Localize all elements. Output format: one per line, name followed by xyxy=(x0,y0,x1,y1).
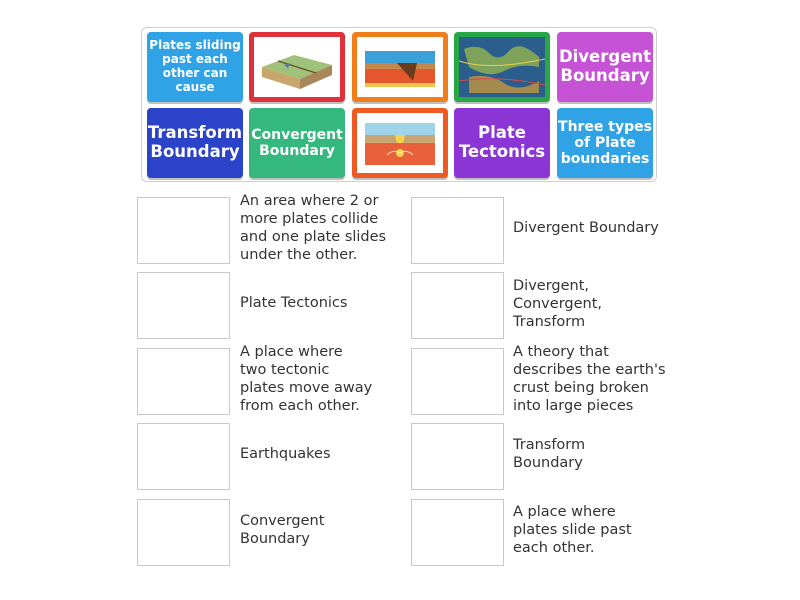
drop-slot[interactable] xyxy=(137,423,230,490)
clue-text: Divergent Boundary xyxy=(513,220,659,236)
tile-label: Plates sliding past each other can cause xyxy=(149,38,241,94)
drop-slot[interactable] xyxy=(411,423,504,490)
tile-map-image[interactable] xyxy=(454,32,550,102)
clue-text: Convergent Boundary xyxy=(240,513,325,547)
clue-text: Plate Tectonics xyxy=(240,295,348,311)
clue-text: A place where two tectonic plates move away from each other. xyxy=(240,344,373,414)
clue-text: A place where plates slide past each other. xyxy=(513,504,632,556)
tile-label: Transform Boundary xyxy=(147,123,243,161)
subduction-diagram-image xyxy=(357,37,443,97)
drop-slot[interactable] xyxy=(137,272,230,339)
tile-plates-sliding[interactable] xyxy=(147,32,243,102)
clue-text: Earthquakes xyxy=(240,446,331,462)
clue-text: Transform Boundary xyxy=(513,437,586,471)
drop-slot[interactable] xyxy=(137,499,230,566)
drop-slot[interactable] xyxy=(137,197,230,264)
drop-slot[interactable] xyxy=(411,272,504,339)
tile-plate-tectonics[interactable] xyxy=(454,108,550,178)
clue-text: An area where 2 or more plates collide and one plate slides under the other. xyxy=(240,193,387,263)
clue-text: Divergent, Convergent, Transform xyxy=(513,278,603,330)
drop-slot[interactable] xyxy=(411,197,504,264)
plate-map-image xyxy=(459,37,545,97)
transform-boundary-diagram-image xyxy=(254,37,340,97)
tile-label: Three types of Plate boundaries xyxy=(558,118,652,168)
tile-transform-image[interactable] xyxy=(249,32,345,102)
tile-label: Convergent Boundary xyxy=(251,126,343,159)
drop-slot[interactable] xyxy=(411,499,504,566)
drop-slot[interactable] xyxy=(137,348,230,415)
tile-divergent-image[interactable] xyxy=(352,108,448,178)
tile-label: Divergent Boundary xyxy=(558,47,652,85)
tile-convergent-boundary[interactable] xyxy=(249,108,345,178)
tile-divergent-boundary[interactable] xyxy=(557,32,653,102)
rift-volcano-diagram-image xyxy=(357,113,443,173)
clue-text: A theory that describes the earth's crust being broken into large pieces xyxy=(513,344,666,414)
tile-three-types[interactable] xyxy=(557,108,653,178)
tile-convergent-image[interactable] xyxy=(352,32,448,102)
tile-transform-boundary[interactable] xyxy=(147,108,243,178)
drop-slot[interactable] xyxy=(411,348,504,415)
tile-label: Plate Tectonics xyxy=(458,123,546,161)
